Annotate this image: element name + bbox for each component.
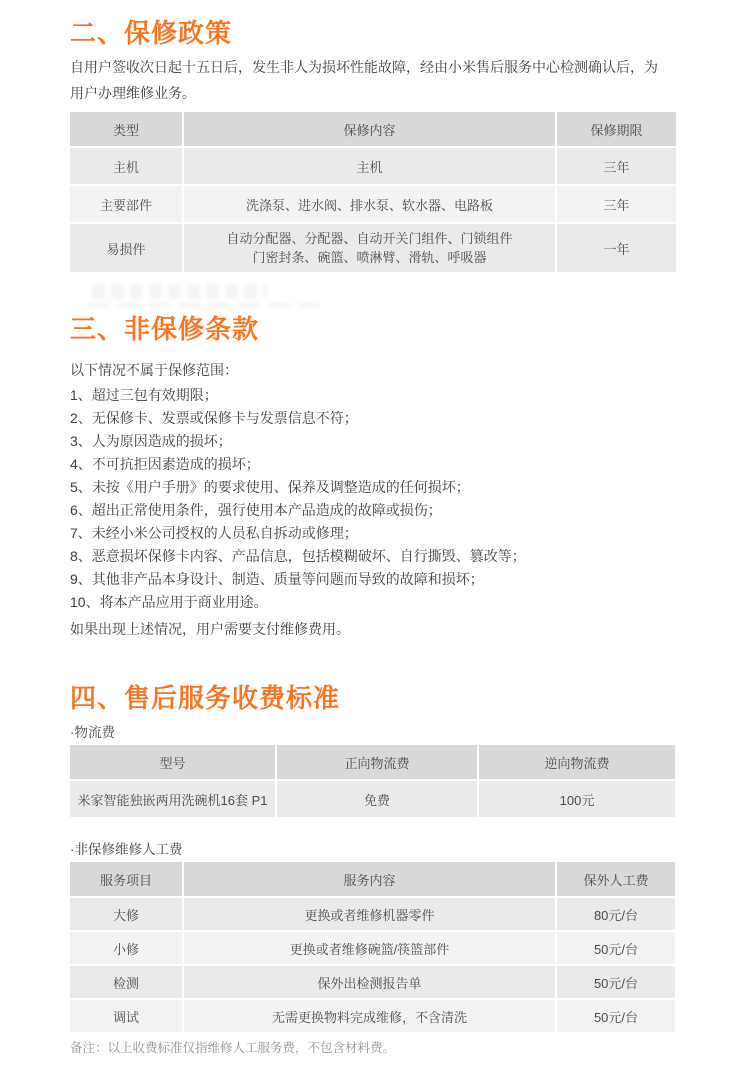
labor-row-fee: 50元/台 bbox=[557, 1000, 675, 1032]
logistics-row-model: 米家智能独嵌两用洗碗机16套 P1 bbox=[70, 781, 275, 817]
non-warranty-item: 8、恶意损坏保修卡内容、产品信息，包括模糊破坏、自行撕毁、篡改等； bbox=[70, 548, 526, 564]
labor-row-fee: 50元/台 bbox=[557, 932, 675, 964]
warranty-row-content: 主机 bbox=[184, 148, 555, 184]
labor-row-item: 检测 bbox=[70, 966, 182, 998]
fee-note: 备注：以上收费标准仅指维修人工服务费，不包含材料费。 bbox=[70, 1041, 396, 1055]
warranty-row-type: 主机 bbox=[70, 148, 182, 184]
labor-row-content: 更换或者维修碗篮/筷篮部件 bbox=[184, 932, 555, 964]
warranty-row-content bbox=[184, 224, 555, 272]
non-warranty-intro: 以下情况不属于保修范围： bbox=[70, 362, 238, 378]
warranty-row-content-line2: 门密封条、碗篮、喷淋臂、滑轨、呼吸器 bbox=[252, 250, 487, 265]
labor-row-item: 小修 bbox=[70, 932, 182, 964]
warranty-row-content-line1: 自动分配器、分配器、自动开关门组件、门锁组件 bbox=[226, 231, 513, 246]
non-warranty-item: 7、未经小米公司授权的人员私自拆动或修理； bbox=[70, 525, 358, 541]
non-warranty-item: 5、未按《用户手册》的要求使用、保养及调整造成的任何损坏； bbox=[70, 479, 470, 495]
labor-header-fee: 保外人工费 bbox=[557, 862, 675, 896]
logistics-header-model: 型号 bbox=[70, 745, 275, 779]
warranty-row-period: 一年 bbox=[557, 224, 676, 272]
warranty-row-type: 易损件 bbox=[70, 224, 182, 272]
faded-watermark-artifact bbox=[70, 284, 680, 310]
labor-row-item: 调试 bbox=[70, 1000, 182, 1032]
warranty-table-header-period: 保修期限 bbox=[557, 112, 676, 146]
labor-row-content: 保外出检测报告单 bbox=[184, 966, 555, 998]
non-warranty-item: 3、人为原因造成的损坏； bbox=[70, 433, 232, 449]
labor-row-content: 无需更换物料完成维修，不含清洗 bbox=[184, 1000, 555, 1032]
logistics-fee-table bbox=[70, 745, 680, 817]
labor-row-content: 更换或者维修机器零件 bbox=[184, 898, 555, 930]
non-warranty-item: 6、超出正常使用条件，强行使用本产品造成的故障或损伤； bbox=[70, 502, 442, 518]
section-heading-non-warranty: 三、非保修条款 bbox=[70, 314, 260, 344]
warranty-row-period: 三年 bbox=[557, 186, 676, 222]
labor-row-item: 大修 bbox=[70, 898, 182, 930]
non-warranty-item: 9、其他非产品本身设计、制造、质量等问题而导致的故障和损坏； bbox=[70, 571, 484, 587]
non-warranty-item: 4、不可抗拒因素造成的损坏； bbox=[70, 456, 260, 472]
non-warranty-item: 1、超过三包有效期限； bbox=[70, 387, 218, 403]
warranty-table bbox=[70, 112, 680, 272]
section-heading-service-fees: 四、售后服务收费标准 bbox=[70, 683, 341, 713]
labor-header-item: 服务项目 bbox=[70, 862, 182, 896]
section-heading-warranty-policy: 二、保修政策 bbox=[70, 18, 233, 48]
non-warranty-item: 10、将本产品应用于商业用途。 bbox=[70, 594, 268, 610]
non-warranty-item: 2、无保修卡、发票或保修卡与发票信息不符； bbox=[70, 410, 358, 426]
logistics-header-reverse: 逆向物流费 bbox=[479, 745, 675, 779]
labor-fee-table bbox=[70, 862, 680, 1032]
non-warranty-conclusion: 如果出现上述情况，用户需要支付维修费用。 bbox=[70, 621, 350, 637]
warranty-row-content: 洗涤泵、进水阀、排水泵、软水器、电路板 bbox=[184, 186, 555, 222]
logistics-row-forward: 免费 bbox=[277, 781, 477, 817]
logistics-row-reverse: 100元 bbox=[479, 781, 675, 817]
warranty-row-type: 主要部件 bbox=[70, 186, 182, 222]
labor-fee-label: ·非保修维修人工费 bbox=[70, 842, 183, 857]
logistics-header-forward: 正向物流费 bbox=[277, 745, 477, 779]
labor-header-content: 服务内容 bbox=[184, 862, 555, 896]
warranty-policy-intro: 自用户签收次日起十五日后，发生非人为损坏性能故障，经由小米售后服务中心检测确认后，为用户办理维修业务。 bbox=[70, 59, 658, 101]
logistics-fee-label: ·物流费 bbox=[70, 725, 115, 740]
non-warranty-list bbox=[70, 384, 680, 614]
warranty-table-header-content: 保修内容 bbox=[184, 112, 555, 146]
warranty-table-header-type: 类型 bbox=[70, 112, 182, 146]
labor-row-fee: 80元/台 bbox=[557, 898, 675, 930]
labor-row-fee: 50元/台 bbox=[557, 966, 675, 998]
warranty-row-period: 三年 bbox=[557, 148, 676, 184]
